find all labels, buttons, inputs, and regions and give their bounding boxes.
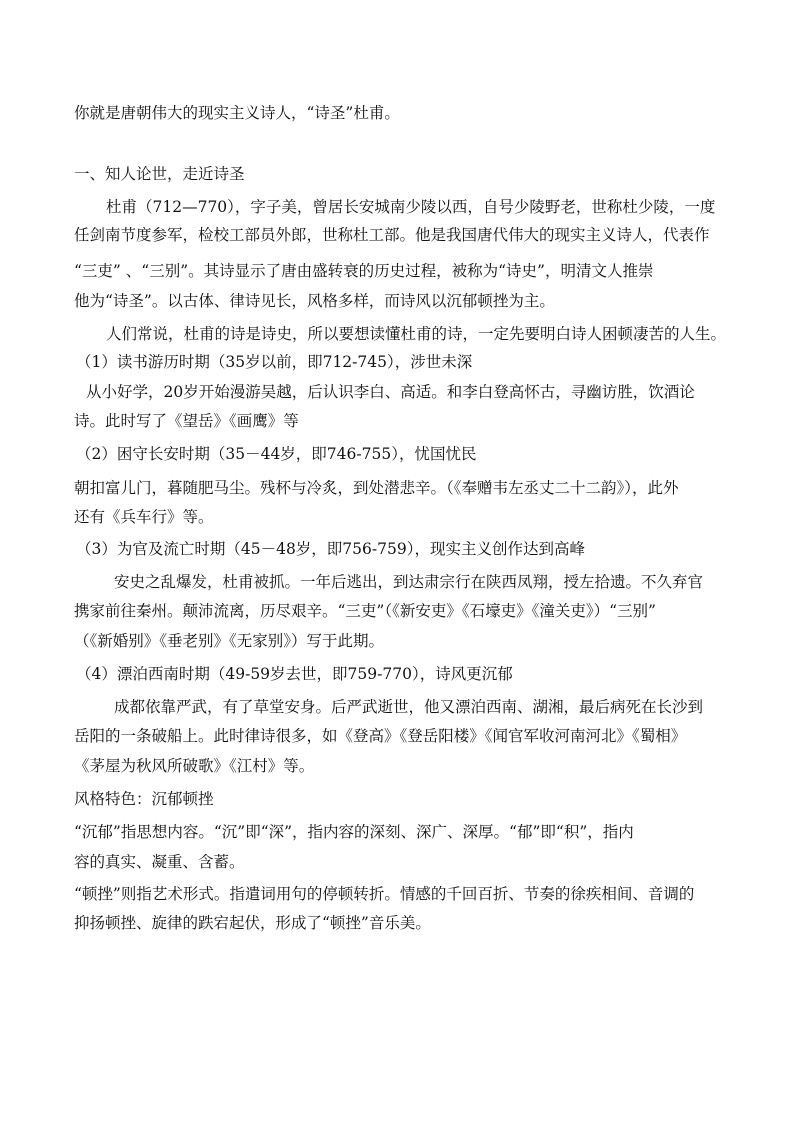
bio-line: “三吏” 、“三别”。其诗显示了唐由盛转衰的历史过程，被称为“诗史”，明清文人推崇 [74,262,654,280]
period-text-line: 朝扣富儿门，暮随肥马尘。残杯与冷炙，到处潜悲辛。（《奉赠韦左丞丈二十二韵》），此外 [74,479,679,497]
saying-line: 人们常说，杜甫的诗是诗史，所以要想读懂杜甫的诗，一定先要明白诗人困顿凄苦的人生。 [106,325,727,343]
period-title: （2）困守长安时期（35－44岁，即746-755），忧国忧民 [76,445,477,463]
bio-line: 杜甫（712—770），字子美，曾居长安城南少陵以西，自号少陵野老，世称杜少陵，一度 [106,198,716,216]
period-text-line: 从小好学，20岁开始漫游吴越，后认识李白、高适。和李白登高怀古，寻幽访胜，饮酒论 [86,383,695,401]
style-text-line: “顿挫”则指艺术形式。指遣词用句的停顿转折。情感的千回百折、节奏的徐疾相间、音调的 [74,885,695,903]
style-text-line: “沉郁”指思想内容。“沉”即“深”，指内容的深刻、深广、深厚。“郁”即“积”，指内 [74,823,634,841]
period-title: （3）为官及流亡时期（45－48岁，即756-759），现实主义创作达到高峰 [76,540,585,558]
period-text-line: 安史之乱爆发，杜甫被抓。一年后逃出，到达肃宗行在陕西凤翔，授左拾遗。不久弃官 [114,573,704,591]
section-heading: 一、知人论世，走近诗圣 [74,165,245,183]
bio-line: 他为“诗圣”。以古体、律诗见长，风格多样，而诗风以沉郁顿挫为主。 [74,292,555,310]
style-heading: 风格特色：沉郁顿挫 [74,790,214,808]
style-text-line: 容的真实、凝重、含蓄。 [74,853,245,871]
period-title: （1）读书游历时期（35岁以前，即712-745），涉世未深 [76,353,473,371]
period-text-line: 诗。此时写了《望岳》《画鹰》等 [74,412,299,430]
period-text-line: 还有《兵车行》等。 [74,508,214,526]
period-text-line: 携家前往秦州。颠沛流离，历尽艰辛。“三吏”（《新安吏》《石壕吏》《潼关吏》）“三别” [74,602,656,620]
period-text-line: 成都依靠严武，有了草堂安身。后严武逝世，他又漂泊西南、湖湘，最后病死在长沙到 [114,698,704,716]
period-title: （4）漂泊西南时期（49-59岁去世，即759-770），诗风更沉郁 [76,665,513,683]
intro-line: 你就是唐朝伟大的现实主义诗人，“诗圣”杜甫。 [74,104,400,122]
period-text-line: 岳阳的一条破船上。此时律诗很多，如《登高》《登岳阳楼》《闻官军收河南河北》《蜀相》 [74,727,687,745]
period-text-line: （《新婚别》《垂老别》《无家别》）写于此期。 [74,632,385,650]
style-text-line: 抑扬顿挫、旋律的跌宕起伏，形成了“顿挫”音乐美。 [74,914,431,932]
bio-line: 任剑南节度参军，检校工部员外郎，世称杜工部。他是我国唐代伟大的现实主义诗人，代表作 [74,226,710,244]
period-text-line: 《茅屋为秋风所破歌》《江村》等。 [74,757,315,775]
